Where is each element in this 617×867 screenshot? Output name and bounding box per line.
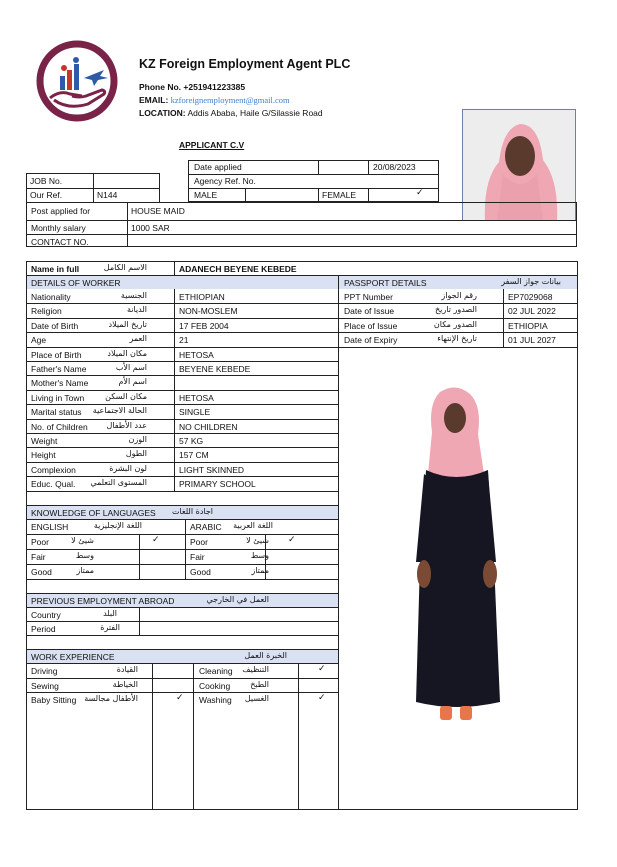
- female-check-icon: ✓: [416, 188, 424, 198]
- detail-value: NON-MOSLEM: [179, 306, 238, 317]
- email-link[interactable]: kzforeignemployment@gmail.com: [170, 95, 290, 105]
- applicant-full-body-photo: [344, 362, 577, 742]
- company-email: EMAIL: kzforeignemployment@gmail.com: [139, 95, 290, 105]
- detail-label: Mother's Name: [31, 378, 89, 389]
- detail-label: Living in Town: [31, 392, 85, 403]
- passport-label-ar: الصدور تاريخ: [435, 305, 477, 315]
- passport-label: PPT Number: [344, 292, 393, 302]
- salary-value: 1000 SAR: [131, 223, 170, 233]
- name-label: Name in full: [31, 264, 80, 274]
- contact-label: CONTACT NO.: [31, 237, 89, 247]
- name-value: ADANECH BEYENE KEBEDE: [179, 264, 297, 274]
- detail-value: PRIMARY SCHOOL: [179, 479, 256, 490]
- english-level-ar: ممتاز: [76, 566, 94, 575]
- passport-label: Date of Expiry: [344, 335, 398, 346]
- job-no-label: JOB No.: [30, 176, 63, 186]
- english-label-ar: اللغة الإنجليزية: [93, 521, 142, 530]
- english-level-ar: شيئ لا: [71, 536, 94, 545]
- work-left-label: Driving: [31, 666, 58, 676]
- row-divider: [26, 375, 338, 376]
- col-divider: [139, 534, 140, 579]
- detail-label-ar: الجنسية: [120, 291, 147, 300]
- arabic-level-ar: شيئ لا: [246, 536, 269, 545]
- detail-value: LIGHT SKINNED: [179, 464, 245, 475]
- work-header: WORK EXPERIENCE: [31, 652, 115, 662]
- row-divider: [26, 361, 338, 362]
- english-level-label: Fair: [31, 552, 46, 562]
- detail-label-ar: الديانة: [126, 305, 147, 315]
- passport-label: Date of Issue: [344, 306, 395, 317]
- detail-label-ar: عدد الأطفال: [106, 420, 147, 430]
- work-left-ar: الأطفال مجالسة: [84, 694, 138, 703]
- agency-ref-label: Agency Ref. No.: [194, 176, 256, 186]
- row-divider: [26, 419, 338, 420]
- work-right-ar: الطبخ: [250, 679, 269, 689]
- languages-header-ar: اجادة اللغات: [171, 507, 213, 516]
- detail-value: NO CHILDREN: [179, 421, 238, 432]
- work-right-check-icon: ✓: [318, 664, 326, 674]
- period-label: Period: [31, 624, 56, 634]
- row-divider: [26, 390, 338, 391]
- post-box: [26, 202, 577, 247]
- company-phone: Phone No. +251941223385: [139, 82, 246, 92]
- name-label-ar: الاسم الكامل: [103, 263, 147, 272]
- company-name: KZ Foreign Employment Agent PLC: [139, 57, 351, 71]
- arabic-label: ARABIC: [190, 522, 222, 532]
- detail-value: 21: [179, 335, 189, 346]
- passport-label-ar: الصدور مكان: [433, 319, 477, 329]
- passport-header: PASSPORT DETAILS: [344, 278, 427, 288]
- languages-header: KNOWLEDGE OF LANGUAGES: [31, 508, 156, 518]
- row-divider: [26, 433, 338, 434]
- row-divider: [26, 347, 338, 348]
- work-left-check-icon: ✓: [176, 693, 184, 703]
- passport-label: Place of Issue: [344, 320, 398, 331]
- row-divider: [338, 318, 578, 319]
- detail-label: Weight: [31, 436, 58, 446]
- arabic-level-label: Good: [190, 567, 211, 577]
- post-value: HOUSE MAID: [131, 206, 185, 216]
- row-divider: [26, 303, 338, 304]
- previous-header-ar: العمل في الخارجي: [206, 595, 269, 604]
- passport-header-ar: بيانات جواز السفر: [501, 277, 561, 286]
- period-label-ar: الفترة: [100, 623, 120, 632]
- detail-label: Educ. Qual.: [31, 479, 76, 490]
- detail-label: Place of Birth: [31, 349, 82, 360]
- detail-label: Nationality: [31, 292, 71, 302]
- details-header: DETAILS OF WORKER: [31, 278, 121, 288]
- arabic-level-ar: ممتاز: [251, 566, 269, 575]
- cv-title: APPLICANT C.V: [179, 140, 245, 150]
- work-left-ar: القيادة: [116, 665, 138, 674]
- row-divider: [26, 549, 338, 550]
- work-header-ar: الخبرة العمل: [244, 651, 287, 660]
- company-logo: [34, 38, 120, 124]
- country-label-ar: البلد: [103, 609, 117, 618]
- row-divider: [26, 404, 338, 405]
- detail-label-ar: الوزن: [128, 435, 147, 444]
- passport-label-ar: تاريخ الإنتهاء: [437, 334, 477, 344]
- row-divider: [26, 447, 338, 448]
- passport-value: ETHIOPIA: [508, 320, 548, 331]
- row-divider: [26, 462, 338, 463]
- work-left-label: Baby Sitting: [31, 695, 77, 705]
- detail-value: BEYENE KEBEDE: [179, 364, 251, 374]
- detail-label-ar: تاريخ الميلاد: [108, 319, 147, 329]
- work-right-label: Washing: [199, 695, 232, 705]
- detail-value: 17 FEB 2004: [179, 320, 229, 331]
- english-level-label: Good: [31, 567, 52, 577]
- detail-value: SINGLE: [179, 407, 211, 418]
- row-divider: [26, 579, 338, 580]
- detail-value: HETOSA: [179, 392, 214, 403]
- detail-label-ar: الطول: [125, 449, 147, 459]
- detail-label: Religion: [31, 306, 62, 317]
- detail-label: Father's Name: [31, 364, 87, 374]
- detail-label-ar: الحالة الاجتماعية: [92, 406, 147, 416]
- col-divider: [174, 289, 175, 491]
- row-divider: [26, 332, 338, 333]
- work-right-ar: التنظيف: [242, 665, 269, 674]
- work-right-ar: الغسيل: [244, 694, 269, 703]
- arabic-check-icon: ✓: [288, 535, 296, 545]
- date-applied-value: 20/08/2023: [373, 162, 416, 172]
- passport-value: 02 JUL 2022: [508, 306, 556, 317]
- detail-label: Complexion: [31, 464, 76, 475]
- female-label: FEMALE: [322, 190, 357, 200]
- arabic-level-ar: وسط: [250, 551, 269, 560]
- detail-value: 57 KG: [179, 436, 204, 446]
- col-divider: [265, 534, 266, 579]
- detail-label: Marital status: [31, 407, 82, 418]
- arabic-level-label: Poor: [190, 537, 208, 547]
- passport-value: EP7029068: [508, 292, 553, 302]
- detail-label-ar: مكان الميلاد: [107, 348, 147, 358]
- post-label: Post applied for: [31, 206, 91, 216]
- passport-value: 01 JUL 2027: [508, 335, 556, 346]
- our-ref-label: Our Ref.: [30, 190, 63, 200]
- english-level-label: Poor: [31, 537, 49, 547]
- work-right-check-icon: ✓: [318, 693, 326, 703]
- english-label: ENGLISH: [31, 522, 69, 532]
- row-divider: [26, 491, 338, 492]
- detail-label-ar: العمر: [129, 334, 147, 344]
- detail-label-ar: اسم الأب: [115, 363, 147, 372]
- detail-label-ar: مكان السكن: [105, 391, 147, 401]
- row-divider: [338, 332, 578, 333]
- detail-label-ar: لون البشرة: [109, 463, 147, 473]
- our-ref-value: N144: [97, 190, 118, 200]
- company-location: LOCATION: Addis Ababa, Haile G/Silassie Road: [139, 108, 323, 118]
- country-label: Country: [31, 610, 61, 620]
- row-divider: [26, 318, 338, 319]
- row-divider: [338, 347, 578, 348]
- detail-value: HETOSA: [179, 349, 214, 360]
- work-right-label: Cooking: [199, 680, 231, 691]
- english-check-icon: ✓: [152, 535, 160, 545]
- row-divider: [338, 303, 578, 304]
- detail-value: 157 CM: [179, 450, 209, 461]
- detail-label: No. of Children: [31, 421, 88, 432]
- date-applied-label: Date applied: [194, 162, 242, 172]
- detail-value: ETHIOPIAN: [179, 292, 225, 302]
- detail-label: Age: [31, 335, 47, 346]
- work-left-ar: الخياطة: [112, 679, 138, 689]
- english-level-ar: وسط: [75, 551, 94, 560]
- arabic-level-label: Fair: [190, 552, 205, 562]
- detail-label: Height: [31, 450, 56, 461]
- previous-header: PREVIOUS EMPLOYMENT ABROAD: [31, 596, 175, 606]
- detail-label-ar: اسم الأم: [118, 377, 147, 387]
- detail-label: Date of Birth: [31, 320, 79, 331]
- passport-label-ar: رقم الجواز: [441, 291, 477, 300]
- work-right-label: Cleaning: [199, 666, 233, 676]
- row-divider: [26, 476, 338, 477]
- arabic-label-ar: اللغة العربية: [233, 521, 273, 530]
- row-divider: [26, 564, 338, 565]
- male-label: MALE: [194, 190, 218, 200]
- work-left-label: Sewing: [31, 680, 59, 691]
- salary-label: Monthly salary: [31, 223, 86, 233]
- detail-label-ar: المستوى التعلمي: [90, 478, 147, 488]
